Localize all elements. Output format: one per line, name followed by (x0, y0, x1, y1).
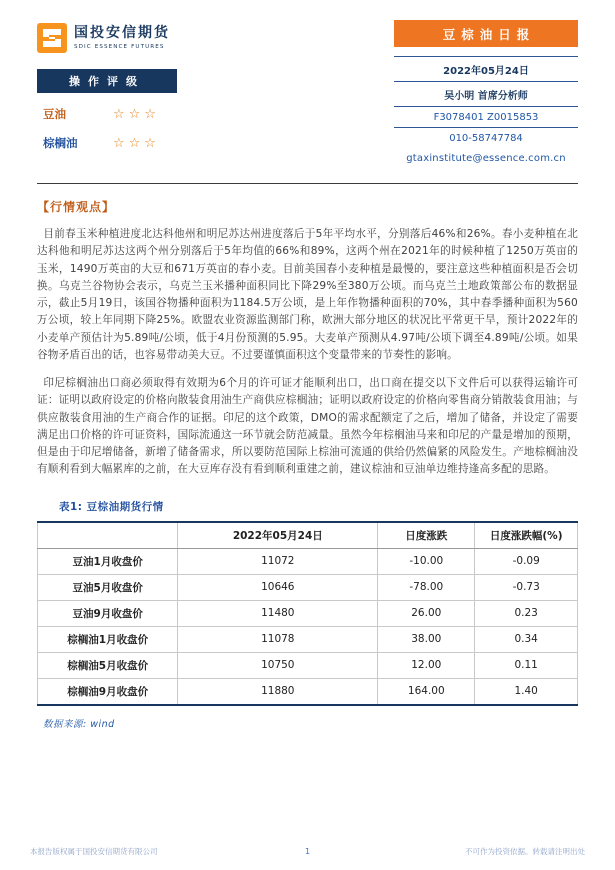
cell-value: 12.00 (378, 652, 475, 678)
cell-value: 10646 (178, 574, 378, 600)
rating-row-soybean-oil (37, 106, 394, 122)
header-body-divider (37, 183, 578, 184)
header-left-column (37, 20, 394, 151)
table-row (38, 574, 578, 600)
rating-stars-palm-oil: ☆☆☆ (113, 135, 160, 151)
table-header-cell (38, 522, 178, 549)
cell-value: 11480 (178, 600, 378, 626)
table-row (38, 626, 578, 652)
analyst-certificate: F3078401 Z0015853 (433, 112, 539, 123)
cell-value: 11072 (178, 548, 378, 574)
cell-value: 0.11 (475, 652, 578, 678)
table-row (38, 600, 578, 626)
row-label: 棕榈油1月收盘价 (38, 626, 178, 652)
rating-row-palm-oil (37, 135, 394, 151)
market-view-paragraph-1: 目前春玉米种植进度北达科他州和明尼苏达州进度落后于5年平均水平，分别落后46%和26%。春小麦种植在北达科他和明尼苏达这两个州分别落后于5年均值的66%和89%，这两个州在2021年的时候种植了1250万英亩的玉米，1490万英亩的大豆和671万英亩的春小麦。目前美国春小麦种植是最慢的，要注意这些种植面积是否会切换。乌克兰谷物协会表示，乌克兰玉米播种面积同比下降29%至380万公顷。而乌克兰土地政策部公布的数据显示，截止5月19日，该国谷物播种面积为1184.5万公顷，是上年作物播种面积的70%，其中春季播种面积为560万公顷，较上年同期下降25%。欧盟农业资源监测部门称，欧洲大部分地区的状况比平常更干旱，预计2022年的小麦单产预估计为5.89吨/公顷，低于4月份预测的5.95。大麦单产预测从4.97吨/公顷下调至4.89吨/公顷。如果谷物矛盾百出的话，也容易带动美大豆。不过要谨慎面积这个变量带来的节奏性的影响。 (37, 228, 578, 361)
report-title-banner: 豆棕油日报 (394, 20, 578, 47)
cell-value: 1.40 (475, 678, 578, 705)
cell-value: 26.00 (378, 600, 475, 626)
company-logo-text (74, 26, 170, 50)
analyst-name: 吴小明 首席分析师 (444, 91, 528, 102)
futures-price-table (37, 521, 578, 706)
footer-disclaimer: 不可作为投资依据。转载请注明出处 (465, 847, 585, 856)
company-name-en: SDIC ESSENCE FUTURES (74, 44, 165, 51)
section-title-market-view: 【行情观点】 (37, 200, 116, 214)
cell-value: -0.09 (475, 548, 578, 574)
cell-value: -10.00 (378, 548, 475, 574)
page-footer (30, 846, 585, 857)
cell-value: 10750 (178, 652, 378, 678)
row-label: 棕榈油5月收盘价 (38, 652, 178, 678)
page-number: 1 (304, 847, 311, 856)
report-date: 2022年05月24日 (443, 66, 529, 77)
rating-title: 操作评级 (37, 69, 177, 93)
cell-value: 11880 (178, 678, 378, 705)
company-logo-icon (37, 23, 67, 53)
row-label: 豆油1月收盘价 (38, 548, 178, 574)
rating-name-palm-oil: 棕榈油 (43, 136, 78, 150)
contact-phone: 010-58747784 (449, 133, 523, 144)
company-logo (37, 23, 394, 53)
market-view-paragraph-2: 印尼棕榈油出口商必须取得有效期为6个月的许可证才能顺利出口，出口商在提交以下文件后可以获得运输许可证：证明以政府设定的价格向散装食用油生产商供应棕榈油；证明以政府设定的价格向零售商分销散装食用油；与供应散装食用油的生产商合作的证据。印尼的这个政策，DMO的需求配额定了之后，增加了储备，并设定了需要满足出口价格的许可证资料，国际流通这一环节就会防范减量。虽然今年棕榈油马来和印尼的产量是增加的预期，但是由于印尼增储备，新增了储备需求，所以要防范国际上棕油可流通的供给仍然偏紧的风险发生。产地棕榈油没有顺利看到大幅累库的之前，在大豆库存没有看到顺利重建之前，建议棕油和豆油单边维持逢高多配的思路。 (37, 377, 578, 476)
footer-copyright: 本报告版权属于国投安信期货有限公司 (30, 847, 158, 856)
table-header-row (38, 522, 578, 549)
row-label: 豆油9月收盘价 (38, 600, 178, 626)
report-header (37, 20, 578, 168)
row-label: 豆油5月收盘价 (38, 574, 178, 600)
rating-name-soybean-oil: 豆油 (43, 107, 66, 121)
table-header-cell: 2022年05月24日 (178, 522, 378, 549)
header-right-column (394, 20, 578, 168)
rating-stars-soybean-oil: ☆☆☆ (113, 106, 160, 122)
cell-value: -78.00 (378, 574, 475, 600)
data-source-note: 数据来源: wind (43, 718, 115, 730)
cell-value: 11078 (178, 626, 378, 652)
table-row (38, 678, 578, 705)
cell-value: 38.00 (378, 626, 475, 652)
cell-value: -0.73 (475, 574, 578, 600)
table-row (38, 548, 578, 574)
table-header-cell: 日度涨跌幅(%) (475, 522, 578, 549)
table-caption: 表1: 豆棕油期货行情 (59, 500, 164, 513)
cell-value: 164.00 (378, 678, 475, 705)
contact-email-link[interactable]: gtaxinstitute@essence.com.cn (406, 153, 566, 164)
table-header-cell: 日度涨跌 (378, 522, 475, 549)
table-row (38, 652, 578, 678)
row-label: 棕榈油9月收盘价 (38, 678, 178, 705)
cell-value: 0.23 (475, 600, 578, 626)
cell-value: 0.34 (475, 626, 578, 652)
company-name: 国投安信期货 (74, 24, 170, 41)
